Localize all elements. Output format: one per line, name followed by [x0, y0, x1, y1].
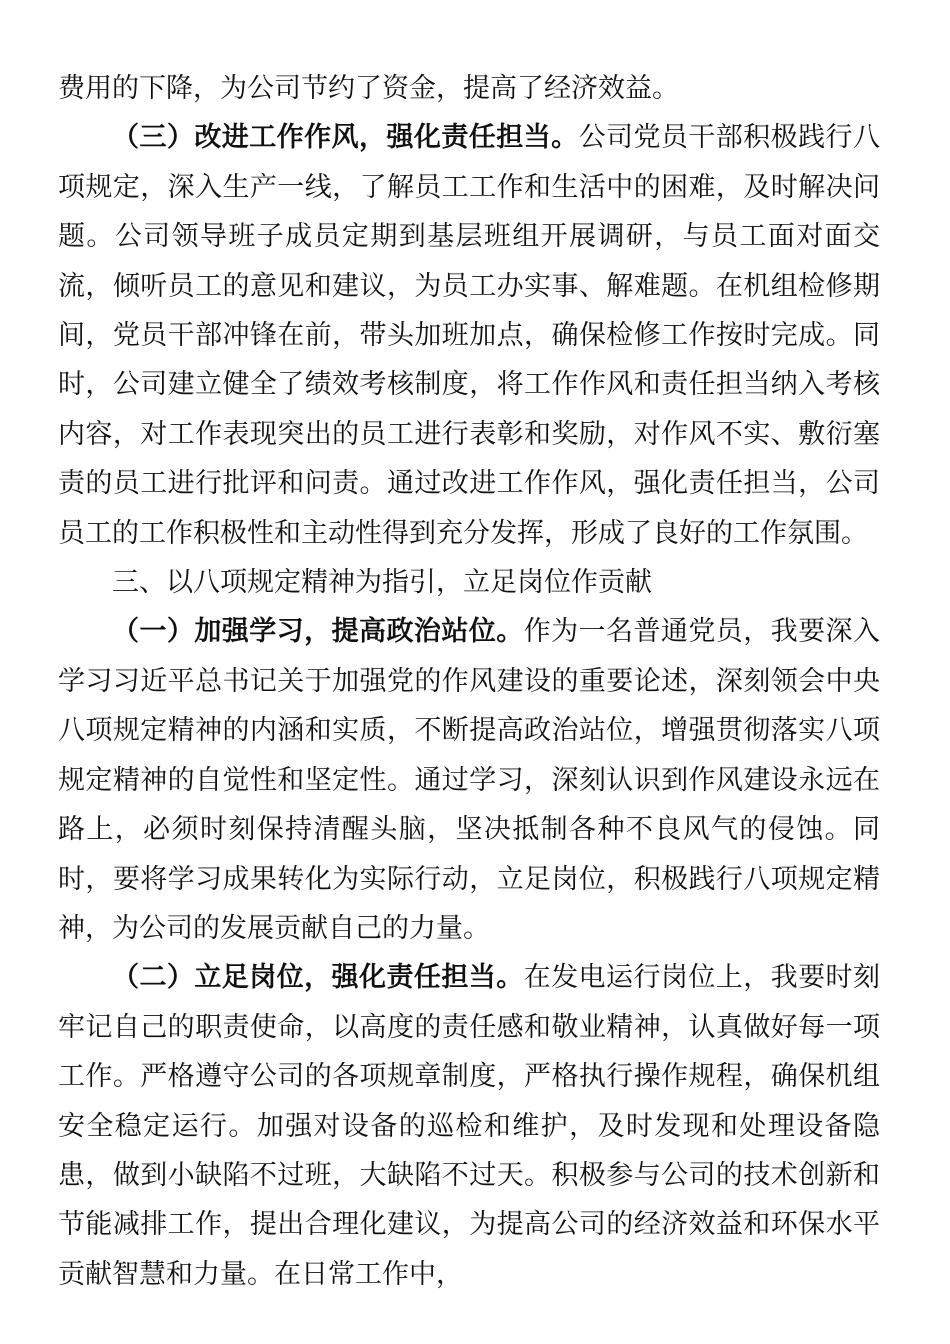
paragraph-continuation [58, 64, 880, 113]
paragraph-strengthen-learning [58, 607, 880, 953]
paragraph-text: 公司党员干部积极践行八项规定，深入生产一线，了解员工工作和生活中的困难，及时解决问题。公司领导班子成员定期到基层班组开展调研，与员工面对面交流，倾听员工的意见和建议，为员工办实事、解难题。在机组检修期间，党员干部冲锋在前，带头加班加点，确保检修工作按时完成。同时，公司建立健全了绩效考核制度，将工作作风和责任担当纳入考核内容，对工作表现突出的员工进行表彰和奖励，对作风不实、敷衍塞责的员工进行批评和问责。通过改进工作作风，强化责任担当，公司员工的工作积极性和主动性得到充分发挥，形成了良好的工作氛围。 [58, 122, 881, 549]
paragraph-based-on-post [58, 953, 880, 1299]
section-heading-text: 三、以八项规定精神为指引，立足岗位作贡献 [112, 567, 652, 599]
section-heading-three [58, 558, 880, 607]
paragraph-improve-work-style [58, 113, 880, 558]
paragraph-heading: （一）加强学习，提高政治站位。 [112, 616, 524, 648]
paragraph-text: 作为一名普通党员，我要深入学习习近平总书记关于加强党的作风建设的重要论述，深刻领会中央八项规定精神的内涵和实质，不断提高政治站位，增强贯彻落实八项规定精神的自觉性和坚定性。通过学习，深刻认识到作风建设永远在路上，必须时刻保持清醒头脑，坚决抵制各种不良风气的侵蚀。同时，要将学习成果转化为实际行动，立足岗位，积极践行八项规定精神，为公司的发展贡献自己的力量。 [58, 616, 881, 944]
paragraph-text: 在发电运行岗位上，我要时刻牢记自己的职责使命，以高度的责任感和敬业精神，认真做好每一项工作。严格遵守公司的各项规章制度，严格执行操作规程，确保机组安全稳定运行。加强对设备的巡检和维护，及时发现和处理设备隐患，做到小缺陷不过班，大缺陷不过天。积极参与公司的技术创新和节能减排工作，提出合理化建议，为提高公司的经济效益和环保水平贡献智慧和力量。在日常工作中， [58, 962, 881, 1290]
paragraph-text: 费用的下降，为公司节约了资金，提高了经济效益。 [58, 73, 679, 104]
paragraph-heading: （三）改进工作作风，强化责任担当。 [112, 122, 579, 154]
document-body [58, 64, 880, 1299]
paragraph-heading: （二）立足岗位，强化责任担当。 [112, 962, 524, 994]
